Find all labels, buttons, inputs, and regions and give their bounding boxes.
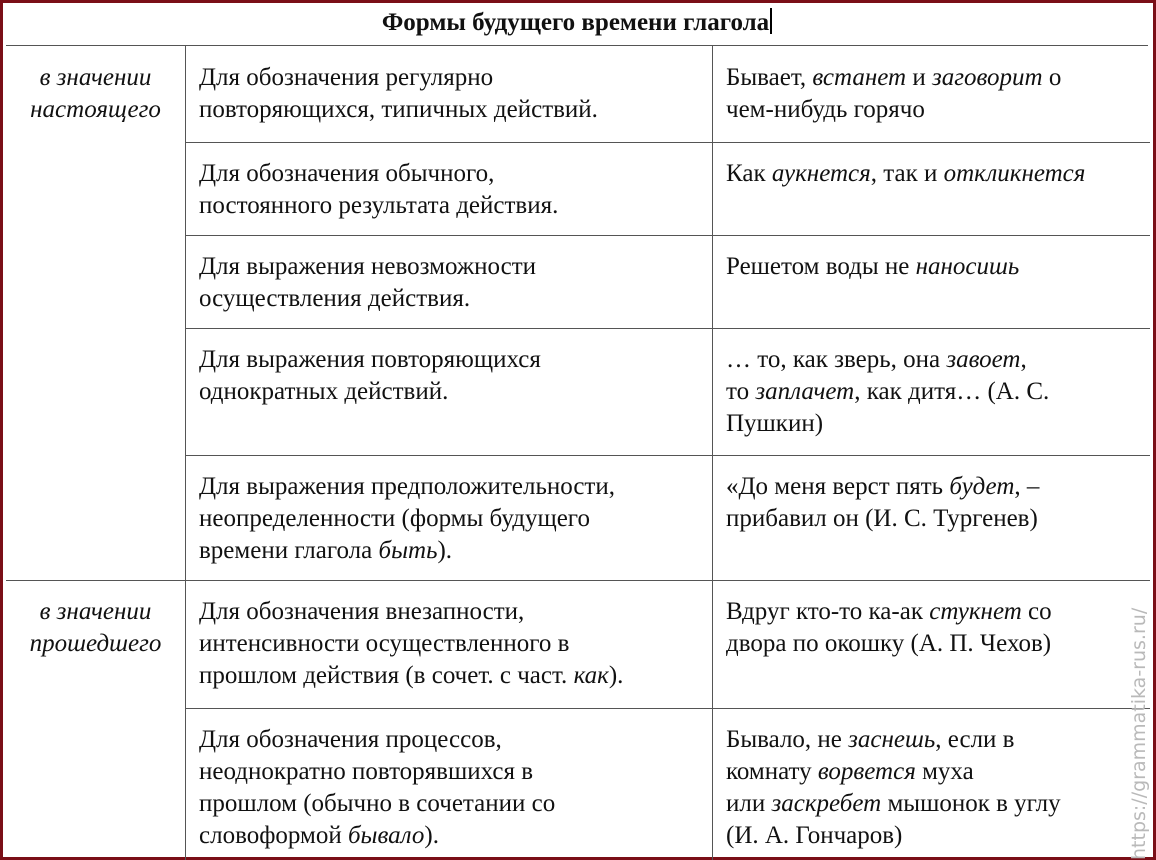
text-line [199,660,623,692]
group-label [6,596,185,660]
text-line: Для обозначения обычного, [199,160,495,187]
text-run: «До меня верст пять [726,473,950,500]
usage-cell [199,62,598,126]
italic-word: откликнется [943,160,1086,187]
text-line [199,820,555,852]
text-run: Для выражения предположительности, [199,473,615,500]
watermark: https://grammatika-rus.ru/ [1128,607,1150,860]
text-line [726,408,1049,440]
text-run: Бывает, [726,64,813,91]
italic-word: быть [378,537,438,564]
example-cell [726,62,1061,126]
text-run: Для обозначения процессов, [199,726,502,753]
group-label-line: в значении [39,598,152,625]
group-label [6,62,185,126]
text-run: Для обозначения внезапности, [199,598,525,625]
text-run: Решетом воды не [726,253,916,280]
text-run: мышонок в углу [881,790,1061,817]
text-line [726,820,1061,852]
text-run: о [1042,64,1062,91]
text-line [199,471,615,503]
text-run: времени глагола [199,537,379,564]
text-line: однократных действий. [199,378,449,405]
example-cell [726,724,1061,852]
text-line [199,535,615,567]
italic-word: стукнет [929,598,1022,625]
text-run: или [726,790,772,817]
text-line: осуществления действия. [199,285,471,312]
text-run: прибавил он (И. С. Тургенев) [726,505,1038,532]
text-line [726,251,1019,283]
text-run: комнату [726,758,818,785]
row-rule [185,235,1150,236]
row-rule [185,455,1150,456]
text-run: , – [1014,473,1040,500]
text-run: … то, как зверь, она [726,346,947,373]
text-run: , если в [935,726,1015,753]
example-cell [726,251,1019,283]
text-run: ). [424,822,439,849]
usage-cell [199,471,615,567]
column-rule [712,46,713,860]
text-run: со [1021,598,1052,625]
text-run: неопределенности (формы будущего [199,505,590,532]
text-line [199,628,623,660]
example-cell [726,344,1049,440]
italic-word: заплачет [755,378,855,405]
text-line: Для выражения невозможности [199,253,537,280]
text-line [726,596,1052,628]
text-line [199,503,615,535]
text-run: прошлом (обычно в сочетании со [199,790,556,817]
row-rule [6,580,1150,581]
text-run: (И. А. Гончаров) [726,822,903,849]
usage-cell [199,158,558,222]
example-cell [726,158,1085,190]
italic-word: завоет [946,346,1021,373]
text-line [726,94,1061,126]
text-run: чем-нибудь горячо [726,96,925,123]
text-line: повторяющихся, типичных действий. [199,96,598,123]
text-line [726,158,1085,190]
text-run: Вдруг кто-то ка-ак [726,598,930,625]
text-run: прошлом действия (в сочет. с част. [199,662,574,689]
text-run: неоднократно повторявшихся в [199,758,534,785]
text-line [726,724,1061,756]
text-run: Как [726,160,772,187]
text-run: словоформой [199,822,348,849]
usage-cell [199,251,536,315]
text-run: муха [915,758,974,785]
row-rule [185,142,1150,143]
italic-word: наносишь [915,253,1020,280]
text-line [726,788,1061,820]
text-line [726,344,1049,376]
italic-word: будет [949,473,1015,500]
text-run: и [906,64,932,91]
text-line [199,724,555,756]
row-rule [185,328,1150,329]
example-cell [726,596,1052,660]
text-run: , так и [870,160,944,187]
text-run: , как дитя… (А. С. [854,378,1050,405]
table-title-text: Формы будущего времени глагола [381,9,770,36]
row-rule [185,708,1150,709]
usage-cell [199,344,541,408]
text-run: ). [437,537,453,564]
text-line [726,503,1039,535]
example-cell [726,471,1039,535]
text-line: постоянного результата действия. [199,192,559,219]
italic-word: заснешь [848,726,936,753]
text-line [199,756,555,788]
text-run: ). [608,662,624,689]
group-label-line: прошедшего [29,630,162,657]
text-line [726,756,1061,788]
text-run: Бывало, не [726,726,849,753]
text-line: Для выражения повторяющихся [199,346,541,373]
italic-word: заговорит [931,64,1043,91]
text-run: двора по окошку (А. П. Чехов) [726,630,1052,657]
italic-word: ворвется [817,758,916,785]
column-rule [185,46,186,860]
italic-word: бывало [347,822,425,849]
text-line [199,788,555,820]
table-title [6,6,1148,46]
group-label-line: в значении [39,64,152,91]
text-run: то [726,378,756,405]
text-run: , [1020,346,1027,373]
italic-word: аукнется [771,160,871,187]
text-line [726,628,1052,660]
text-line [726,471,1039,503]
italic-word: как [573,662,609,689]
text-line [726,62,1061,94]
text-run: интенсивности осуществленного в [199,630,570,657]
text-line: Для обозначения регулярно [199,64,494,91]
text-line [726,376,1049,408]
usage-cell [199,596,623,692]
text-cursor [770,8,772,34]
text-line [199,596,623,628]
usage-cell [199,724,555,852]
italic-word: заскребет [771,790,882,817]
group-label-line: настоящего [30,96,161,123]
text-run: Пушкин) [726,410,824,437]
italic-word: встанет [812,64,907,91]
